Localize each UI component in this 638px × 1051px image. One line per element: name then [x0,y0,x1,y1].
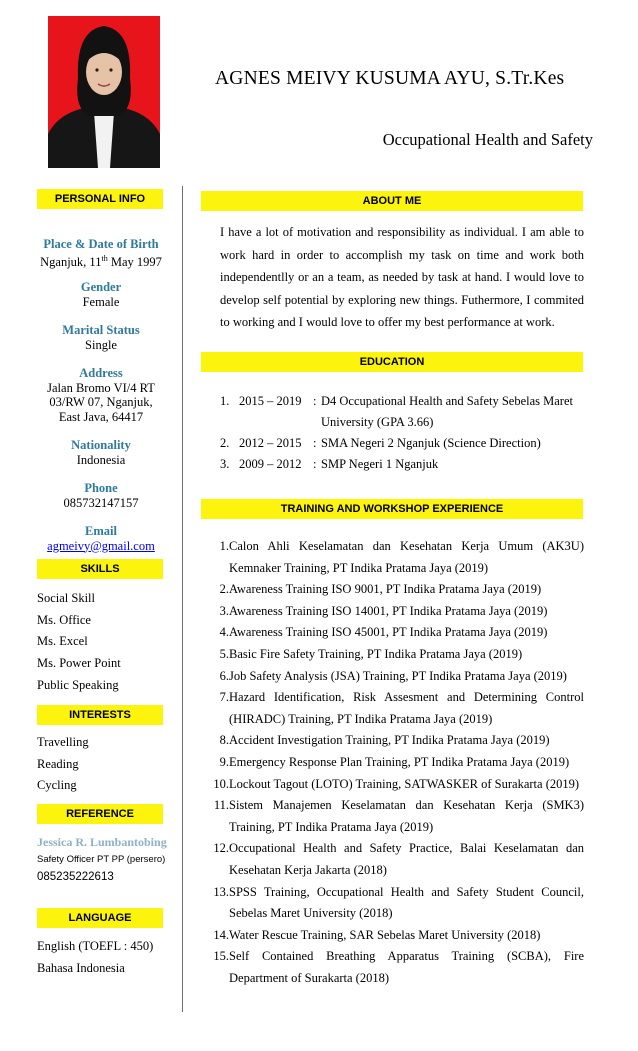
address-label: Address [79,366,123,380]
marital-label: Marital Status [62,323,140,337]
item-number: 8. [219,733,229,748]
language-heading: LANGUAGE [37,908,163,928]
reference-heading: REFERENCE [37,804,163,824]
item-text: Lockout Tagout (LOTO) Training, SATWASKER of Surakarta (2019) [229,776,580,791]
training-heading: TRAINING AND WORKSHOP EXPERIENCE [201,499,583,519]
list-item [205,622,584,644]
reference-phone: 085235222613 [37,871,114,883]
gender-block [30,280,172,309]
item-number: 3. [219,603,229,618]
education-heading: EDUCATION [201,352,583,372]
list-item: Public Speaking [37,677,119,692]
address-line-2: 03/RW 07, Nganjuk, [49,395,153,409]
gender-value: Female [82,294,120,309]
list-item: Ms. Excel [37,634,88,649]
item-text: SPSS Training, Occupational Health and Safety Student Council, Sebelas Maret University (2018) [229,884,584,921]
list-item: Ms. Office [37,612,91,627]
skills-list [37,588,121,697]
candidate-title: Occupational Health and Safety [382,130,593,149]
interests-list [37,732,89,797]
list-item [205,687,584,730]
list-item [205,579,584,601]
list-item [205,882,584,925]
email-label: Email [85,524,117,538]
phone-label: Phone [84,481,118,495]
language-list [37,936,153,979]
item-text: Hazard Identification, Risk Assesment and Determining Control (HIRADC) Training, PT Indika Pratama Jaya (2019) [229,690,584,726]
item-text: Basic Fire Safety Training, PT Indika Pratama Jaya (2019) [229,646,523,661]
education-number: 1. [220,394,230,408]
reference-title: Safety Officer PT PP (persero) [37,854,166,865]
birth-label: Place & Date of Birth [43,237,159,251]
item-number: 12. [213,841,229,856]
birth-block [30,237,172,269]
list-item [205,838,584,881]
item-text: Emergency Response Plan Training, PT Indika Pratama Jaya (2019) [229,754,570,769]
reference-name: Jessica R. Lumbantobing [37,835,167,849]
nationality-value: Indonesia [76,452,126,467]
item-text: Accident Investigation Training, PT Indika Pratama Jaya (2019) [229,733,550,748]
item-text: Self Contained Breathing Apparatus Training (SCBA), Fire Department of Surakarta (2018) [229,949,584,985]
phone-block [30,481,172,510]
item-number: 11. [213,798,229,813]
item-number: 10. [213,776,229,791]
email-link[interactable]: agmeivy@gmail.com [47,538,155,553]
education-colon: : [313,457,317,471]
item-text: Calon Ahli Keselamatan dan Kesehatan Kerja Umum (AK3U) Kemnaker Training, PT Indika Pratama Jaya (2019) [229,539,584,575]
phone-value: 085732147157 [63,495,139,510]
nationality-label: Nationality [71,438,131,452]
list-item [205,925,584,947]
education-years: 2009 – 2012 [239,457,302,471]
marital-block [30,323,172,352]
item-text: Awareness Training ISO 9001, PT Indika Pratama Jaya (2019) [229,582,542,597]
list-item: Cycling [37,778,77,793]
education-number: 2. [220,436,230,450]
item-number: 2. [219,582,229,597]
item-text: Awareness Training ISO 45001, PT Indika Pratama Jaya (2019) [229,625,548,640]
skills-heading: SKILLS [37,559,163,579]
list-item: Bahasa Indonesia [37,960,125,975]
gender-label: Gender [80,280,122,294]
birth-place: Nganjuk, 11 [40,254,102,269]
personal-info-heading: PERSONAL INFO [37,189,163,209]
education-number: 3. [220,457,230,471]
birth-ordinal: th [101,253,108,263]
list-item [205,666,584,688]
nationality-block [30,438,172,467]
education-text: D4 Occupational Health and Safety Sebelas Maret University (GPA 3.66) [321,394,573,429]
item-number: 6. [219,668,229,683]
education-years: 2012 – 2015 [239,436,302,450]
address-line-3: East Java, 64417 [58,409,144,424]
item-text: Job Safety Analysis (JSA) Training, PT Indika Pratama Jaya (2019) [229,668,567,683]
item-text: Awareness Training ISO 14001, PT Indika Pratama Jaya (2019) [229,603,548,618]
item-number: 1. [219,539,229,553]
list-item [205,536,584,579]
education-text: SMP Negeri 1 Nganjuk [321,457,439,471]
item-number: 4. [219,625,229,640]
birth-value [30,252,172,270]
about-text: I have a lot of motivation and responsibility as individual. I am able to work hard in order to accomplish my task on time and work both independentlly or an a team, as needed by task at hand. I would love to develop self potential by exploring new things. Futhermore, I commited to working and I would love to offer my best performance at work. [220,225,584,330]
list-item: Ms. Power Point [37,656,121,671]
education-text: SMA Negeri 2 Nganjuk (Science Direction) [321,436,541,450]
birth-date-rest: May 1997 [107,254,162,269]
marital-value: Single [85,337,117,352]
address-line-1: Jalan Bromo VI/4 RT [47,380,155,395]
profile-photo [48,16,160,168]
list-item [205,752,584,774]
column-divider [182,186,183,1012]
item-number: 7. [219,690,229,705]
item-text: Sistem Manajemen Keselamatan dan Kesehatan Kerja (SMK3) Training, PT Indika Pratama Jaya (2019) [229,798,584,834]
list-item: Reading [37,756,79,771]
candidate-name: AGNES MEIVY KUSUMA AYU, S.Tr.Kes [215,68,565,89]
list-item: Travelling [37,735,89,749]
item-number: 5. [219,646,229,661]
list-item [205,795,584,838]
education-colon: : [313,436,317,450]
list-item: Social Skill [37,591,95,605]
interests-heading: INTERESTS [37,705,163,725]
list-item [205,946,584,989]
item-number: 14. [213,927,229,942]
item-text: Occupational Health and Safety Practice, Balai Keselamatan dan Kesehatan Kerja Jakarta (2018) [229,841,584,877]
address-block [30,366,172,424]
item-text: Water Rescue Training, SAR Sebelas Maret University (2018) [229,927,541,942]
list-item [205,774,584,796]
list-item [205,601,584,623]
about-heading: ABOUT ME [201,191,583,211]
email-block [30,524,172,553]
education-colon: : [313,394,317,408]
list-item: English (TOEFL : 450) [37,939,154,953]
list-item [205,644,584,666]
list-item [205,730,584,752]
training-list [205,536,584,989]
item-number: 13. [213,884,229,899]
item-number: 9. [219,754,229,769]
item-number: 15. [213,949,229,964]
education-years: 2015 – 2019 [239,394,302,408]
